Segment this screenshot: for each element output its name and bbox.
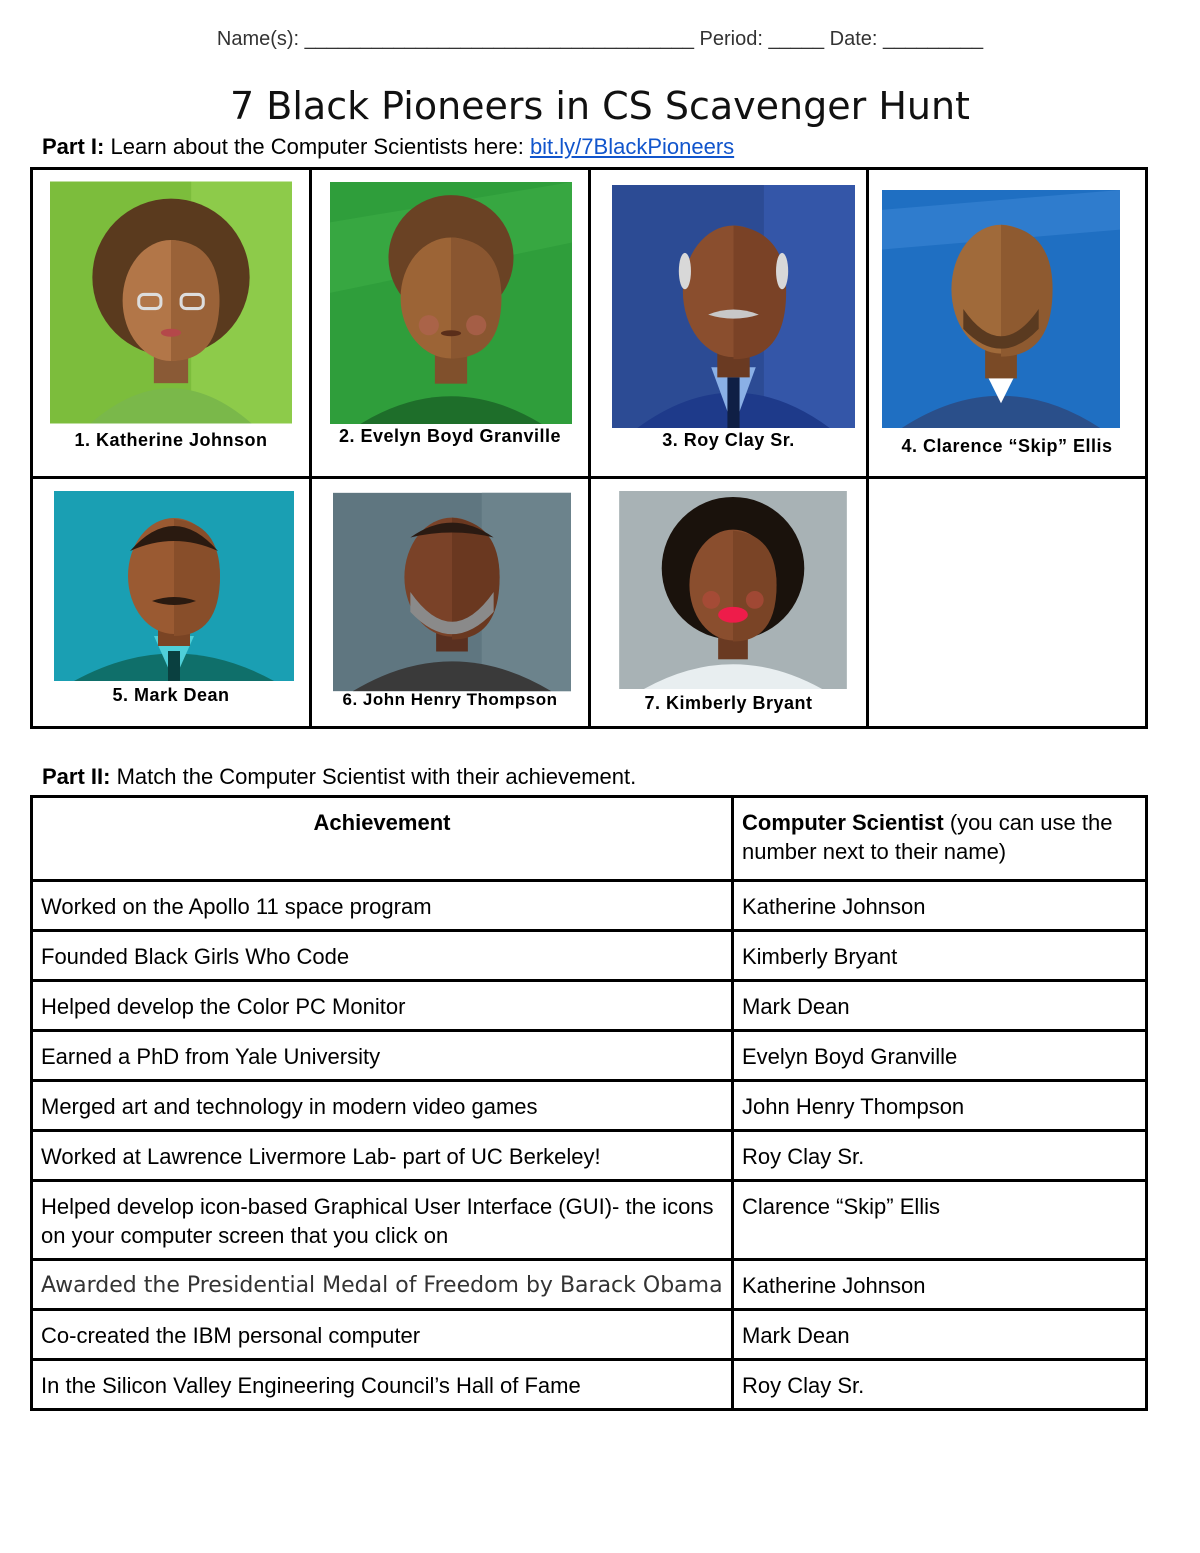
table-row xyxy=(32,881,1147,931)
portrait-5 xyxy=(54,491,294,681)
achievement-cell: Earned a PhD from Yale University xyxy=(32,1031,733,1081)
achievement-cell: Helped develop icon-based Graphical User Interface (GUI)- the icons on your computer screen that you click on xyxy=(32,1181,733,1260)
header-scientist xyxy=(733,797,1147,881)
part2-label: Part II: xyxy=(42,764,111,789)
portrait-roy-clay xyxy=(611,185,856,428)
scientist-cell[interactable]: Roy Clay Sr. xyxy=(733,1131,1147,1181)
scientist-cell[interactable]: Evelyn Boyd Granville xyxy=(733,1031,1147,1081)
achievement-cell: Helped develop the Color PC Monitor xyxy=(32,981,733,1031)
pioneer-cell-7 xyxy=(591,479,869,726)
date-label: Date: _________ xyxy=(829,28,984,50)
portrait-4 xyxy=(882,185,1120,433)
portrait-kimberly-bryant xyxy=(618,491,848,689)
pioneers-link[interactable]: bit.ly/7BlackPioneers xyxy=(529,134,735,159)
pioneer-cell-3 xyxy=(591,170,869,479)
scientist-cell[interactable]: John Henry Thompson xyxy=(733,1081,1147,1131)
period-label: Period: _____ xyxy=(699,28,825,50)
portrait-john-henry-thompson xyxy=(333,492,571,692)
table-row xyxy=(32,1260,1147,1310)
achievement-cell: Worked on the Apollo 11 space program xyxy=(32,881,733,931)
pioneer-cell-4 xyxy=(869,170,1145,479)
part2-instructions xyxy=(42,764,636,790)
achievement-cell: Worked at Lawrence Livermore Lab- part of UC Berkeley! xyxy=(32,1131,733,1181)
caption-2: 2. Evelyn Boyd Granville xyxy=(338,426,562,446)
table-row xyxy=(32,1310,1147,1360)
scientist-cell[interactable]: Mark Dean xyxy=(733,1310,1147,1360)
portrait-6 xyxy=(333,492,571,692)
portrait-3 xyxy=(611,185,856,428)
scientist-cell[interactable]: Mark Dean xyxy=(733,981,1147,1031)
scientist-cell[interactable]: Clarence “Skip” Ellis xyxy=(733,1181,1147,1260)
header-scientist-rest: (you can use the number next to their name) xyxy=(742,810,1113,864)
achievement-cell: In the Silicon Valley Engineering Council’s Hall of Fame xyxy=(32,1360,733,1410)
caption-1: 1. Katherine Johnson xyxy=(74,430,268,450)
achievement-cell: Co-created the IBM personal computer xyxy=(32,1310,733,1360)
header-achievement: Achievement xyxy=(32,797,733,881)
pioneer-cell-1 xyxy=(33,170,312,479)
portrait-katherine-johnson xyxy=(50,179,292,426)
caption-5: 5. Mark Dean xyxy=(112,685,230,705)
achievement-table xyxy=(30,795,1148,1411)
portrait-1 xyxy=(50,179,292,426)
header-scientist-bold: Computer Scientist xyxy=(742,810,944,835)
pioneer-cell-5 xyxy=(33,479,312,726)
table-row xyxy=(32,1360,1147,1410)
portrait-2 xyxy=(328,182,574,424)
achievement-cell: Awarded the Presidential Medal of Freedom by Barack Obama xyxy=(32,1260,733,1310)
caption-3: 3. Roy Clay Sr. xyxy=(662,430,795,450)
portrait-clarence-ellis xyxy=(882,185,1120,433)
scientist-cell[interactable]: Katherine Johnson xyxy=(733,1260,1147,1310)
table-row xyxy=(32,1131,1147,1181)
achievement-cell: Founded Black Girls Who Code xyxy=(32,931,733,981)
scientist-cell[interactable]: Kimberly Bryant xyxy=(733,931,1147,981)
table-row xyxy=(32,1081,1147,1131)
table-header-row xyxy=(32,797,1147,881)
caption-7: 7. Kimberly Bryant xyxy=(644,693,813,713)
scientist-cell[interactable]: Roy Clay Sr. xyxy=(733,1360,1147,1410)
portrait-evelyn-boyd-granville xyxy=(328,182,574,424)
empty-cell xyxy=(869,479,1145,726)
table-row xyxy=(32,1181,1147,1260)
table-row xyxy=(32,931,1147,981)
pioneer-grid xyxy=(30,167,1148,729)
scientist-cell[interactable]: Katherine Johnson xyxy=(733,881,1147,931)
caption-4: 4. Clarence “Skip” Ellis xyxy=(901,436,1113,456)
header-line xyxy=(0,28,1200,51)
portrait-mark-dean xyxy=(54,491,294,681)
table-row xyxy=(32,1031,1147,1081)
caption-6: 6. John Henry Thompson xyxy=(342,690,558,709)
page-title: 7 Black Pioneers in CS Scavenger Hunt xyxy=(230,84,970,128)
part2-text: Match the Computer Scientist with their achievement. xyxy=(110,764,637,789)
part1-text: Learn about the Computer Scientists here: xyxy=(104,134,530,159)
names-label: Name(s): ___________________________________ xyxy=(216,28,694,50)
part1-instructions xyxy=(42,134,734,160)
pioneer-cell-2 xyxy=(312,170,591,479)
portrait-7 xyxy=(618,491,848,689)
table-row xyxy=(32,981,1147,1031)
pioneer-cell-6 xyxy=(312,479,591,726)
achievement-cell: Merged art and technology in modern video games xyxy=(32,1081,733,1131)
part1-label: Part I: xyxy=(42,134,105,159)
